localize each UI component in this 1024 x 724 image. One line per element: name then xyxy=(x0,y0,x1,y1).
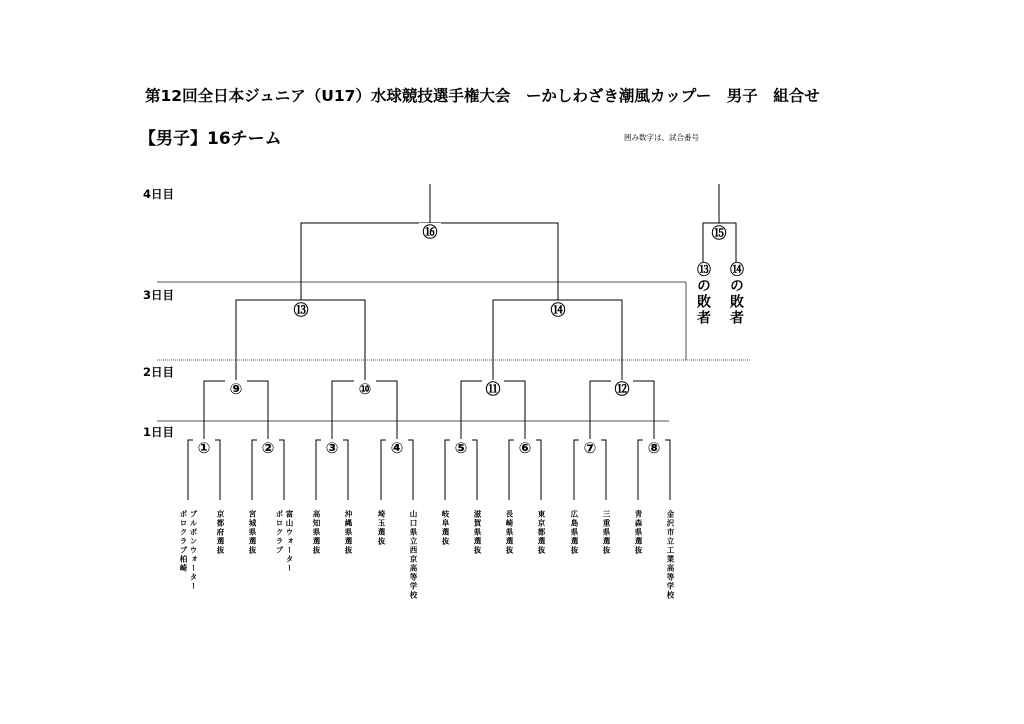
match-number-1: ① xyxy=(193,439,215,457)
team-8: 山口県立西京高等学校 xyxy=(409,510,418,600)
day-label-1: 1日目 xyxy=(143,425,175,439)
loser-label-14: ⑭の敗者 xyxy=(728,262,744,326)
match-number-14: ⑭ xyxy=(547,301,569,319)
match-number-5: ⑤ xyxy=(450,439,472,457)
match-number-2: ② xyxy=(257,439,279,457)
day-label-3: 3日目 xyxy=(143,288,175,302)
match-number-6: ⑥ xyxy=(514,439,536,457)
day-label-2: 2日目 xyxy=(143,365,175,379)
match-number-10: ⑩ xyxy=(354,380,376,398)
day-label-4: 4日目 xyxy=(143,187,175,201)
team-2: 京都府選抜 xyxy=(216,510,225,555)
team-13: 広島県選抜 xyxy=(570,510,579,555)
match-number-8: ⑧ xyxy=(643,439,665,457)
match-number-16: ⑯ xyxy=(419,223,441,241)
team-11: 長崎県選抜 xyxy=(505,510,514,555)
match-number-13: ⑬ xyxy=(290,301,312,319)
match-number-15: ⑮ xyxy=(708,224,730,242)
team-7: 埼玉選抜 xyxy=(377,510,386,546)
team-3: 宮城県選抜 xyxy=(248,510,257,555)
team-5: 高知県選抜 xyxy=(312,510,321,555)
match-number-12: ⑫ xyxy=(611,380,633,398)
match-number-3: ③ xyxy=(321,439,343,457)
team-9: 岐阜選抜 xyxy=(441,510,450,546)
team-15: 青森県選抜 xyxy=(634,510,643,555)
match-number-11: ⑪ xyxy=(482,380,504,398)
match-number-4: ④ xyxy=(386,439,408,457)
loser-label-13: ⑬の敗者 xyxy=(695,262,711,326)
team-10: 滋賀県選抜 xyxy=(473,510,482,555)
bracket-subtitle: 【男子】16チーム xyxy=(139,129,282,149)
team-12: 東京都選抜 xyxy=(537,510,546,555)
match-number-note: 囲み数字は、試合番号 xyxy=(624,133,699,142)
team-14: 三重県選抜 xyxy=(602,510,611,555)
team-1: ブルボンウォーター ポロクラブ柏崎 xyxy=(179,510,198,591)
team-4: 富山ウォーター ポロクラブ xyxy=(275,510,294,573)
match-number-7: ⑦ xyxy=(579,439,601,457)
match-number-9: ⑨ xyxy=(225,380,247,398)
team-6: 沖縄県選抜 xyxy=(344,510,353,555)
page-title: 第12回全日本ジュニア（U17）水球競技選手権大会 ーかしわざき潮風カップー 男子 組合せ xyxy=(145,87,820,105)
team-16: 金沢市立工業高等学校 xyxy=(666,510,675,600)
